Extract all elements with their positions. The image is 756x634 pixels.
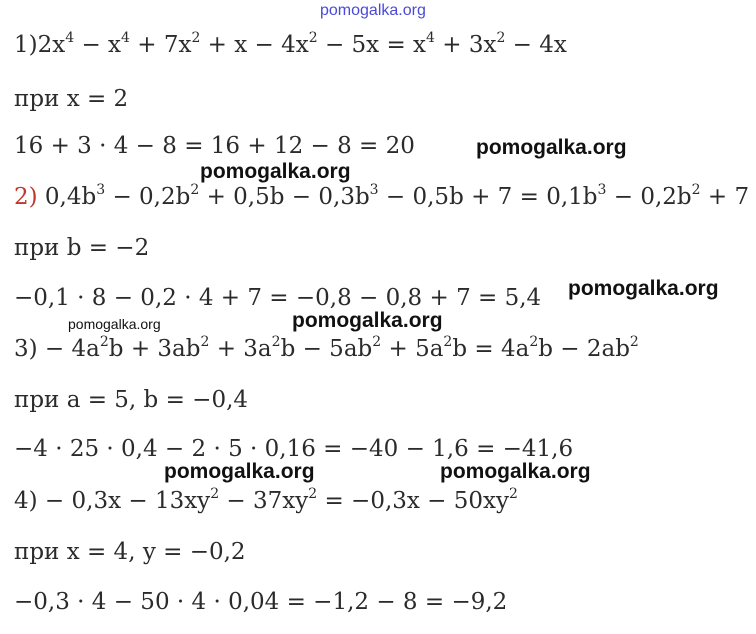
equation: $0,4b^3 - 0,2b^2 + 0,5b - 0,3b^3 - 0,5b + 7 = 0,1b^3 - 0,2b^2 + 7$: [37, 182, 750, 210]
problem-number: 3): [14, 336, 38, 362]
problem-number: 1): [14, 32, 38, 58]
problem-4-equation: [14, 486, 518, 516]
problem-2-equation: [14, 182, 749, 212]
watermark-top: pomogalka.org: [320, 2, 426, 19]
problem-2-given: при b = −2: [14, 235, 150, 261]
problem-number: 2): [14, 184, 38, 210]
problem-4-calculation: −0,3 · 4 − 50 · 4 · 0,04 = −1,2 − 8 = −9,2: [14, 589, 508, 615]
equation: − $0,3x - 13xy^2 - 37xy^2 = -0,3x - 50xy^2$: [37, 486, 518, 514]
equation: $2x^4 - x^4 + 7x^2 + x - 4x^2 - 5x = x^4 + 3x^2 - 4x$: [37, 30, 567, 58]
problem-number: 4): [14, 488, 38, 514]
watermark: pomogalka.org: [440, 460, 591, 483]
problem-1-calculation: 16 + 3 · 4 − 8 = 16 + 12 − 8 = 20: [14, 133, 415, 159]
problem-3-equation: [14, 334, 639, 364]
problem-1-given: при x = 2: [14, 86, 129, 112]
problem-2-calculation: −0,1 · 8 − 0,2 · 4 + 7 = −0,8 − 0,8 + 7 = 5,4: [14, 285, 542, 311]
problem-3-given: при a = 5, b = −0,4: [14, 387, 249, 413]
watermark: pomogalka.org: [200, 160, 351, 183]
equation: − $4a^2b + 3ab^2 + 3a^2b - 5ab^2 + 5a^2b = 4a^2b - 2ab^2$: [37, 334, 639, 362]
problem-4-given: при x = 4, y = −0,2: [14, 539, 246, 565]
watermark: pomogalka.org: [476, 136, 627, 159]
watermark: pomogalka.org: [68, 316, 161, 332]
problem-3-calculation: −4 · 25 · 0,4 − 2 · 5 · 0,16 = −40 − 1,6 = −41,6: [14, 436, 574, 462]
watermark: pomogalka.org: [292, 309, 443, 332]
problem-1-equation: [14, 30, 567, 60]
watermark: pomogalka.org: [568, 277, 719, 300]
watermark: pomogalka.org: [164, 460, 315, 483]
